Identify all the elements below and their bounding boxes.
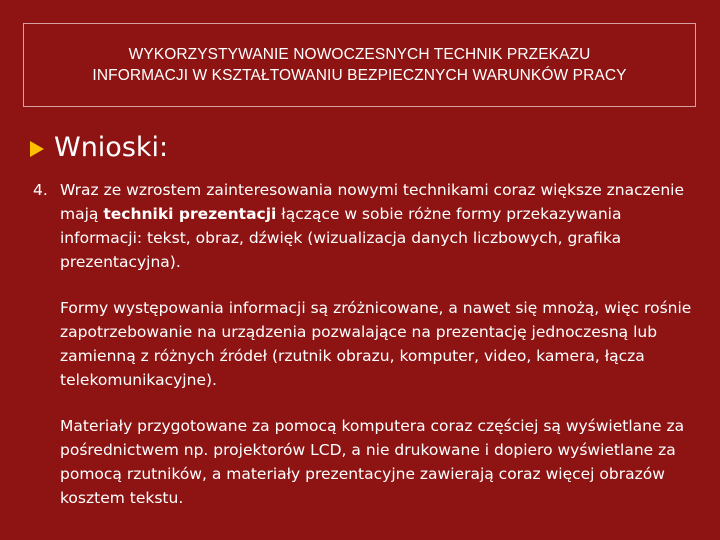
arrow-right-icon (30, 141, 44, 157)
slide-title-line-1: WYKORZYSTYWANIE NOWOCZESNYCH TECHNIK PRZEKAZU (128, 46, 591, 63)
slide-title (92, 44, 626, 86)
paragraph-1-text-end: łączące w sobie różne formy przekazywania informacji: tekst, obraz, dźwięk (wizualizacja danych liczbowych, grafika prezentacyjna). (60, 205, 622, 271)
item-number: 4. (33, 181, 48, 199)
paragraph-2: Formy występowania informacji są zróżnicowane, a nawet się mnożą, więc rośnie zapotrzebowanie na urządzenia pozwalające na prezentację jednoczesną lub zamienną z różnych źródeł (rzutnik obrazu, komputer, video, kamera, łącza telekomunikacyjne). (60, 299, 692, 389)
paragraph-1 (60, 178, 708, 274)
numbered-item (33, 178, 708, 274)
paragraph-1-bold-phrase: techniki prezentacji (103, 205, 277, 223)
bullet-heading-row (30, 131, 168, 165)
slide-title-line-2: INFORMACJI W KSZTAŁTOWANIU BEZPIECZNYCH WARUNKÓW PRACY (92, 67, 627, 84)
paragraph-1-text-start: Wraz ze wzrostem zainteresowania nowymi technikami coraz większe znaczenie mają (60, 181, 684, 223)
title-box (23, 23, 696, 107)
content-area (33, 178, 708, 510)
bullet-heading: Wnioski: (54, 132, 169, 163)
paragraph-3: Materiały przygotowane za pomocą komputera coraz częściej są wyświetlane za pośrednictwem np. projektorów LCD, a nie drukowane i dopiero wyświetlane za pomocą rzutników, a materiały prezentacyjne zawierają coraz więcej obrazów kosztem tekstu. (60, 417, 685, 507)
